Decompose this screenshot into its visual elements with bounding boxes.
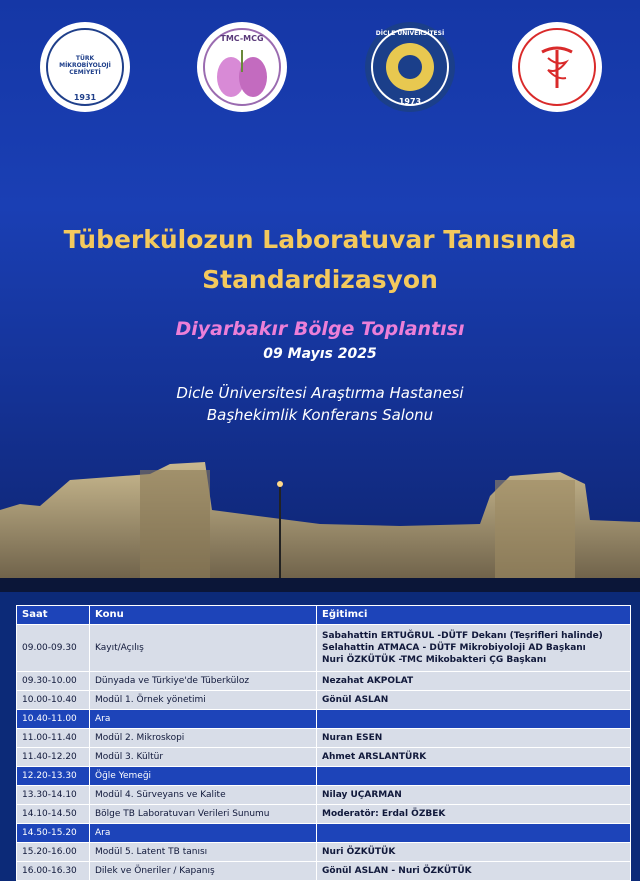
table-row — [17, 805, 631, 824]
table-row — [17, 843, 631, 862]
subtitle: Diyarbakır Bölge Toplantısı — [175, 318, 465, 340]
row-topic: Modül 3. Kültür — [90, 748, 317, 767]
table-row — [17, 625, 631, 672]
schedule-table — [16, 605, 630, 881]
table-row-break — [17, 824, 631, 843]
row-time: 14.50-15.20 — [17, 824, 90, 843]
row-topic: Modül 1. Örnek yönetimi — [90, 691, 317, 710]
venue-line1: Dicle Üniversitesi Araştırma Hastanesi — [176, 384, 464, 402]
row-time: 09.30-10.00 — [17, 672, 90, 691]
city-walls-image — [0, 440, 640, 592]
row-time: 14.10-14.50 — [17, 805, 90, 824]
row-topic: Dilek ve Öneriler / Kapanış — [90, 862, 317, 881]
row-trainer — [317, 824, 631, 843]
tmc-mcg-logo: TMC-MCG — [197, 22, 287, 112]
header-topic: Konu — [90, 606, 317, 625]
table-row-break — [17, 710, 631, 729]
row-time: 11.00-11.40 — [17, 729, 90, 748]
table-row — [17, 786, 631, 805]
table-row — [17, 748, 631, 767]
row-trainer: Sabahattin ERTUĞRUL -DÜTF Dekanı (Teşrifleri halinde) Selahattin ATMACA - DÜTF Mikrobiyoloji AD Başkanı Nuri ÖZKÜTÜK -TMC Mikobakteri ÇG Başkanı — [317, 625, 631, 672]
row-time: 13.30-14.10 — [17, 786, 90, 805]
turk-mikrobiyoloji-cemiyeti-logo: TÜRK MİKROBİYOLOJİ CEMİYETİ 1931 — [40, 22, 130, 112]
table-row — [17, 862, 631, 881]
row-time: 11.40-12.20 — [17, 748, 90, 767]
table-header-row — [17, 606, 631, 625]
header-time: Saat — [17, 606, 90, 625]
row-trainer: Nilay UÇARMAN — [317, 786, 631, 805]
row-topic: Modül 4. Sürveyans ve Kalite — [90, 786, 317, 805]
row-time: 10.00-10.40 — [17, 691, 90, 710]
row-trainer — [317, 710, 631, 729]
row-trainer: Gönül ASLAN — [317, 691, 631, 710]
venue-line2: Başhekimlik Konferans Salonu — [206, 406, 434, 424]
row-topic: Bölge TB Laboratuvarı Verileri Sunumu — [90, 805, 317, 824]
event-date: 09 Mayıs 2025 — [263, 346, 377, 362]
row-time: 12.20-13.30 — [17, 767, 90, 786]
row-trainer: Gönül ASLAN - Nuri ÖZKÜTÜK — [317, 862, 631, 881]
table-row — [17, 729, 631, 748]
row-trainer — [317, 767, 631, 786]
row-trainer: Nuri ÖZKÜTÜK — [317, 843, 631, 862]
page-title-line2: Standardizasyon — [202, 265, 438, 294]
header-trainer: Eğitimci — [317, 606, 631, 625]
row-time: 09.00-09.30 — [17, 625, 90, 672]
table-row-break — [17, 767, 631, 786]
row-topic: Kayıt/Açılış — [90, 625, 317, 672]
saglik-bakanligi-logo — [512, 22, 602, 112]
caduceus-icon — [512, 22, 602, 112]
row-trainer: Nezahat AKPOLAT — [317, 672, 631, 691]
row-topic: Modül 5. Latent TB tanısı — [90, 843, 317, 862]
row-time: 10.40-11.00 — [17, 710, 90, 729]
lungs-icon — [197, 22, 287, 112]
row-time: 16.00-16.30 — [17, 862, 90, 881]
row-topic: Modül 2. Mikroskopi — [90, 729, 317, 748]
row-trainer: Nuran ESEN — [317, 729, 631, 748]
row-topic: Ara — [90, 710, 317, 729]
row-trainer: Moderatör: Erdal ÖZBEK — [317, 805, 631, 824]
row-time: 15.20-16.00 — [17, 843, 90, 862]
row-topic: Ara — [90, 824, 317, 843]
logo-row — [0, 22, 640, 117]
row-topic: Dünyada ve Türkiye'de Tüberküloz — [90, 672, 317, 691]
dicle-universitesi-logo: DİCLE ÜNİVERSİTESİ 1973 — [365, 22, 455, 112]
table-row — [17, 691, 631, 710]
page-title-line1: Tüberkülozun Laboratuvar Tanısında — [63, 225, 577, 254]
table-row — [17, 672, 631, 691]
row-topic: Öğle Yemeği — [90, 767, 317, 786]
row-trainer: Ahmet ARSLANTÜRK — [317, 748, 631, 767]
